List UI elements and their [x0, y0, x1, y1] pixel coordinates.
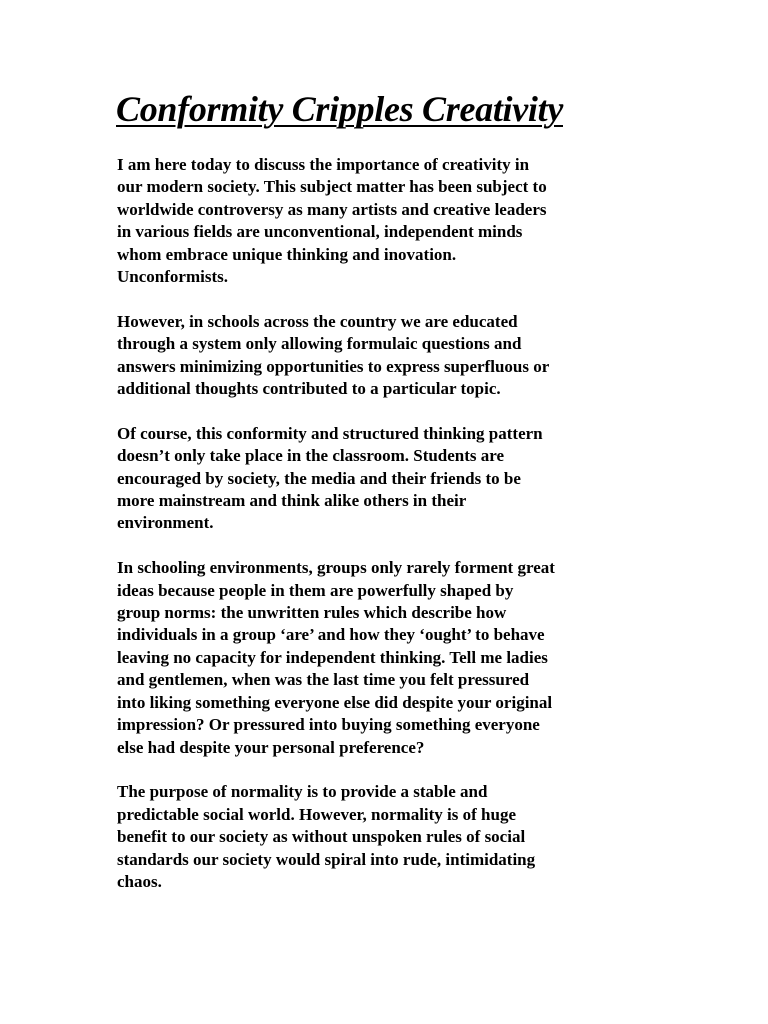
paragraph-conformity [117, 423, 657, 535]
text-line: predictable social world. However, normality is of huge [117, 804, 517, 824]
document-title: Conformity Cripples Creativity [116, 89, 563, 129]
text-line: The purpose of normality is to provide a stable and [117, 782, 488, 802]
text-line: more mainstream and think alike others in their [117, 491, 467, 511]
text-line: doesn’t only take place in the classroom. Students are [117, 446, 505, 466]
text-line: and gentlemen, when was the last time you felt pressured [117, 670, 530, 690]
text-line: in various fields are unconventional, independent minds [117, 222, 523, 242]
text-line: environment. [117, 513, 214, 533]
text-line: through a system only allowing formulaic questions and [117, 334, 522, 354]
text-line: benefit to our society as without unspoken rules of social [117, 827, 526, 847]
paragraph-schools [117, 311, 657, 401]
text-line: into liking something everyone else did despite your original [117, 692, 553, 712]
text-line: else had despite your personal preference? [117, 737, 425, 757]
text-line: ideas because people in them are powerfully shaped by [117, 580, 514, 600]
text-line: leaving no capacity for independent thinking. Tell me ladies [117, 647, 548, 667]
text-line: Of course, this conformity and structured thinking pattern [117, 423, 543, 443]
text-line: impression? Or pressured into buying something everyone [117, 715, 540, 735]
text-line: answers minimizing opportunities to express superfluous or [117, 356, 550, 376]
text-line: group norms: the unwritten rules which describe how [117, 603, 507, 623]
text-line: additional thoughts contributed to a particular topic. [117, 379, 501, 399]
text-line: individuals in a group ‘are’ and how they ‘ought’ to behave [117, 625, 545, 645]
text-line: However, in schools across the country we are educated [117, 311, 518, 331]
text-line: In schooling environments, groups only rarely forment great [117, 558, 555, 578]
text-line: our modern society. This subject matter has been subject to [117, 177, 547, 197]
text-line: encouraged by society, the media and their friends to be [117, 468, 521, 488]
text-line: I am here today to discuss the importance of creativity in [117, 155, 530, 174]
text-line: Unconformists. [117, 267, 228, 287]
paragraph-normality [117, 781, 657, 893]
text-line: worldwide controversy as many artists and creative leaders [117, 199, 547, 219]
text-line: standards our society would spiral into rude, intimidating [117, 849, 536, 869]
document-body [117, 154, 657, 916]
paragraph-introduction [117, 154, 657, 288]
text-line: whom embrace unique thinking and inovation. [117, 244, 457, 264]
text-line: chaos. [117, 871, 162, 891]
paragraph-group-norms [117, 557, 657, 759]
